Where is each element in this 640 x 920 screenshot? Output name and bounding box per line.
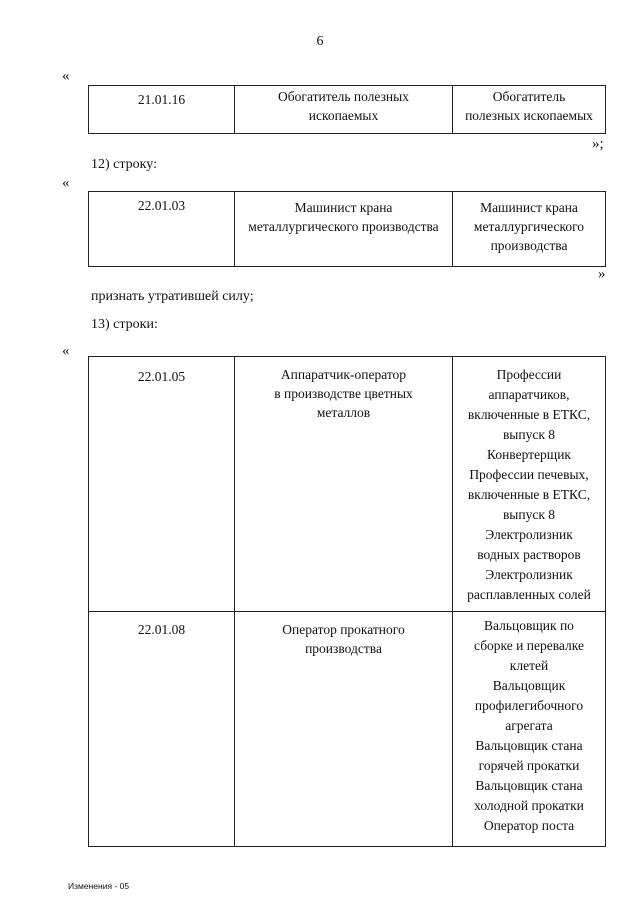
etks-cell: Профессии аппаратчиков, включенные в ЕТКС, выпуск 8 Конвертерщик Профессии печевых, включенные в ЕТКС, выпуск 8 Электролизник водных растворов Электролизник расплавленных солей xyxy=(453,357,606,612)
item-heading-13: 13) строки: xyxy=(91,317,158,332)
etks-cell: Обогатитель полезных ископаемых xyxy=(453,86,606,134)
table-block-2 xyxy=(88,191,606,267)
footer-label: Изменения - 05 xyxy=(68,881,130,891)
etks-cell: Вальцовщик по сборке и перевалке клетей Вальцовщик профилегибочного агрегата Вальцовщик стана горячей прокатки Вальцовщик стана холодной прокатки Оператор поста xyxy=(453,612,606,847)
table-row xyxy=(89,192,606,267)
open-quote: « xyxy=(62,175,70,191)
etks-cell: Машинист крана металлургического производства xyxy=(453,192,606,267)
open-quote: « xyxy=(62,68,70,84)
close-quote: »; xyxy=(592,136,604,152)
table-section-13 xyxy=(88,356,606,847)
code-cell: 22.01.03 xyxy=(89,192,235,267)
item-heading-12: 12) строку: xyxy=(91,157,157,172)
table-row xyxy=(89,86,606,134)
profession-cell: Аппаратчик-оператор в производстве цветных металлов xyxy=(235,357,453,612)
table-row xyxy=(89,357,606,612)
open-quote: « xyxy=(62,343,70,359)
profession-cell: Машинист крана металлургического производства xyxy=(235,192,453,267)
page-number: 6 xyxy=(316,34,324,49)
profession-cell: Оператор прокатного производства xyxy=(235,612,453,847)
code-cell: 21.01.16 xyxy=(89,86,235,134)
code-cell: 22.01.05 xyxy=(89,357,235,612)
code-cell: 22.01.08 xyxy=(89,612,235,847)
close-quote: » xyxy=(598,266,606,282)
table-block-1 xyxy=(88,85,606,134)
table-row xyxy=(89,612,606,847)
invalidate-text: признать утратившей силу; xyxy=(91,289,254,304)
profession-cell: Обогатитель полезных ископаемых xyxy=(235,86,453,134)
